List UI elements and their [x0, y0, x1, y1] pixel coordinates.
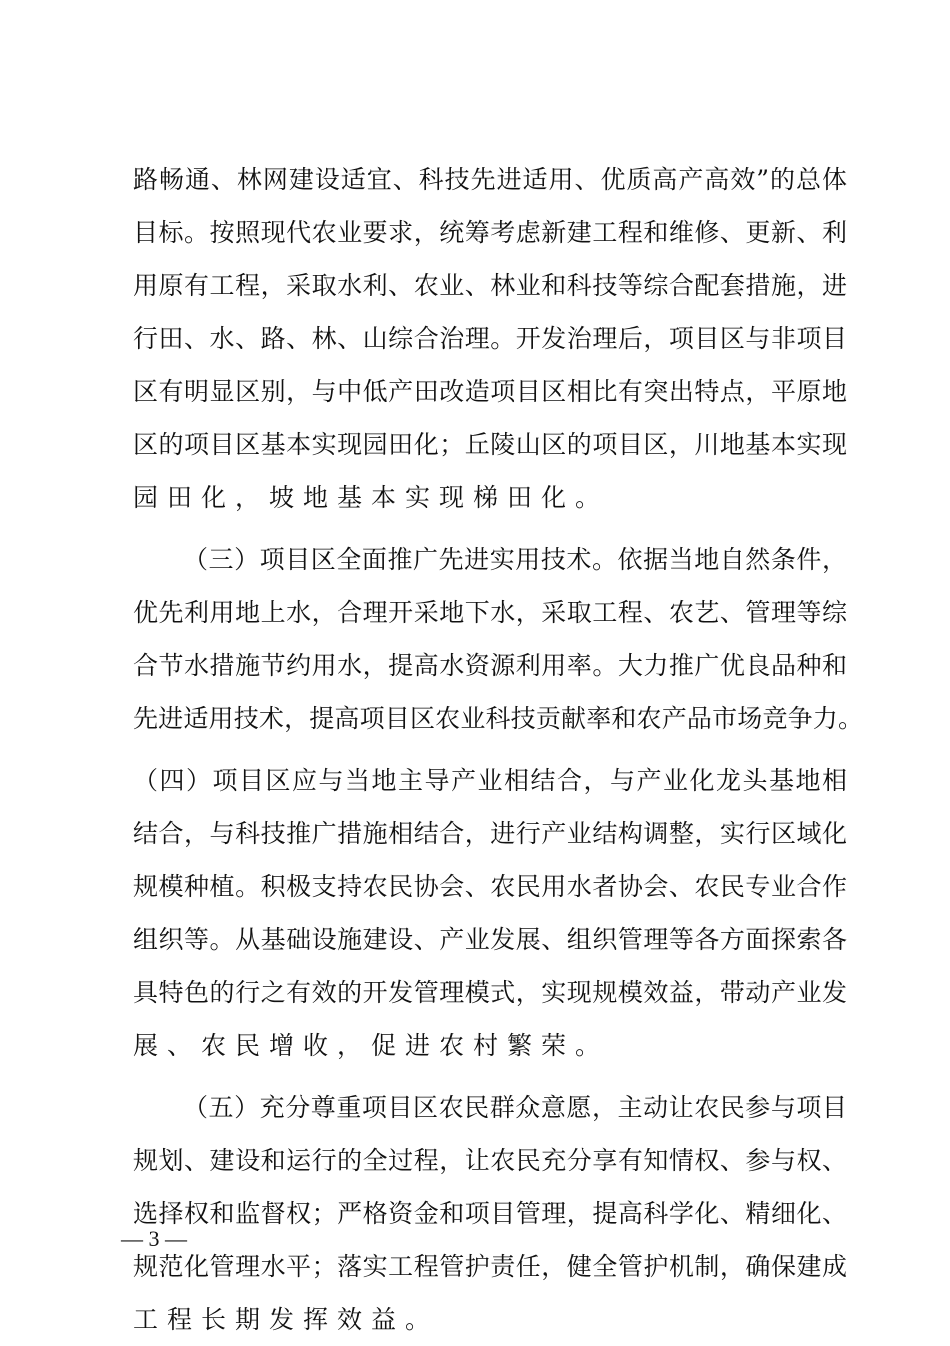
paragraph-spacing	[133, 1072, 847, 1081]
text-line: 用原有工程，采取水利、农业、林业和科技等综合配套措施，进	[133, 271, 847, 300]
text-line: 规划、建设和运行的全过程，让农民充分享有知情权、参与权、	[133, 1146, 847, 1175]
text-line: 目标。按照现代农业要求，统筹考虑新建工程和维修、更新、利	[133, 218, 847, 247]
paragraph-section-three	[133, 533, 863, 745]
text-line: 路畅通、林网建设适宜、科技先进适用、优质高产高效”的总体	[133, 165, 847, 194]
text-line: （四）项目区应与当地主导产业相结合，与产业化龙头基地相	[133, 766, 847, 795]
text-line: 合节水措施节约用水，提高水资源利用率。大力推广优良品种和	[133, 651, 847, 680]
text-line: 区的项目区基本实现园田化；丘陵山区的项目区，川地基本实现	[133, 430, 847, 459]
text-line: 先进适用技术，提高项目区农业科技贡献率和农产品市场竞争力。	[133, 704, 863, 733]
text-line: 规模种植。积极支持农民协会、农民用水者协会、农民专业合作	[133, 872, 847, 901]
text-line: 区有明显区别，与中低产田改造项目区相比有突出特点，平原地	[133, 377, 847, 406]
paragraph-spacing	[133, 745, 847, 754]
text-line: 园田化，坡地基本实现梯田化。	[133, 483, 610, 512]
text-line: （五）充分尊重项目区农民群众意愿，主动让农民参与项目	[183, 1093, 847, 1122]
text-line: 结合，与科技推广措施相结合，进行产业结构调整，实行区域化	[133, 819, 847, 848]
text-line: （三）项目区全面推广先进实用技术。依据当地自然条件，	[183, 545, 847, 574]
text-line: 行田、水、路、林、山综合治理。开发治理后，项目区与非项目	[133, 324, 847, 353]
text-line: 选择权和监督权；严格资金和项目管理，提高科学化、精细化、	[133, 1199, 847, 1228]
text-line: 组织等。从基础设施建设、产业发展、组织管理等各方面探索各	[133, 925, 847, 954]
text-line: 工程长期发挥效益。	[133, 1305, 440, 1334]
paragraph-section-four	[133, 754, 847, 1072]
text-line: 规范化管理水平；落实工程管护责任，健全管护机制，确保建成	[133, 1252, 847, 1281]
text-line: 优先利用地上水，合理开采地下水，采取工程、农艺、管理等综	[133, 598, 847, 627]
paragraph-section-five	[133, 1081, 847, 1346]
body-text	[133, 153, 863, 1346]
text-line: 具特色的行之有效的开发管理模式，实现规模效益，带动产业发	[133, 978, 847, 1007]
paragraph-spacing	[133, 524, 847, 533]
text-line: 展、农民增收，促进农村繁荣。	[133, 1031, 610, 1060]
paragraph-continuation	[133, 153, 847, 524]
page-number: — 3 —	[121, 1226, 187, 1251]
